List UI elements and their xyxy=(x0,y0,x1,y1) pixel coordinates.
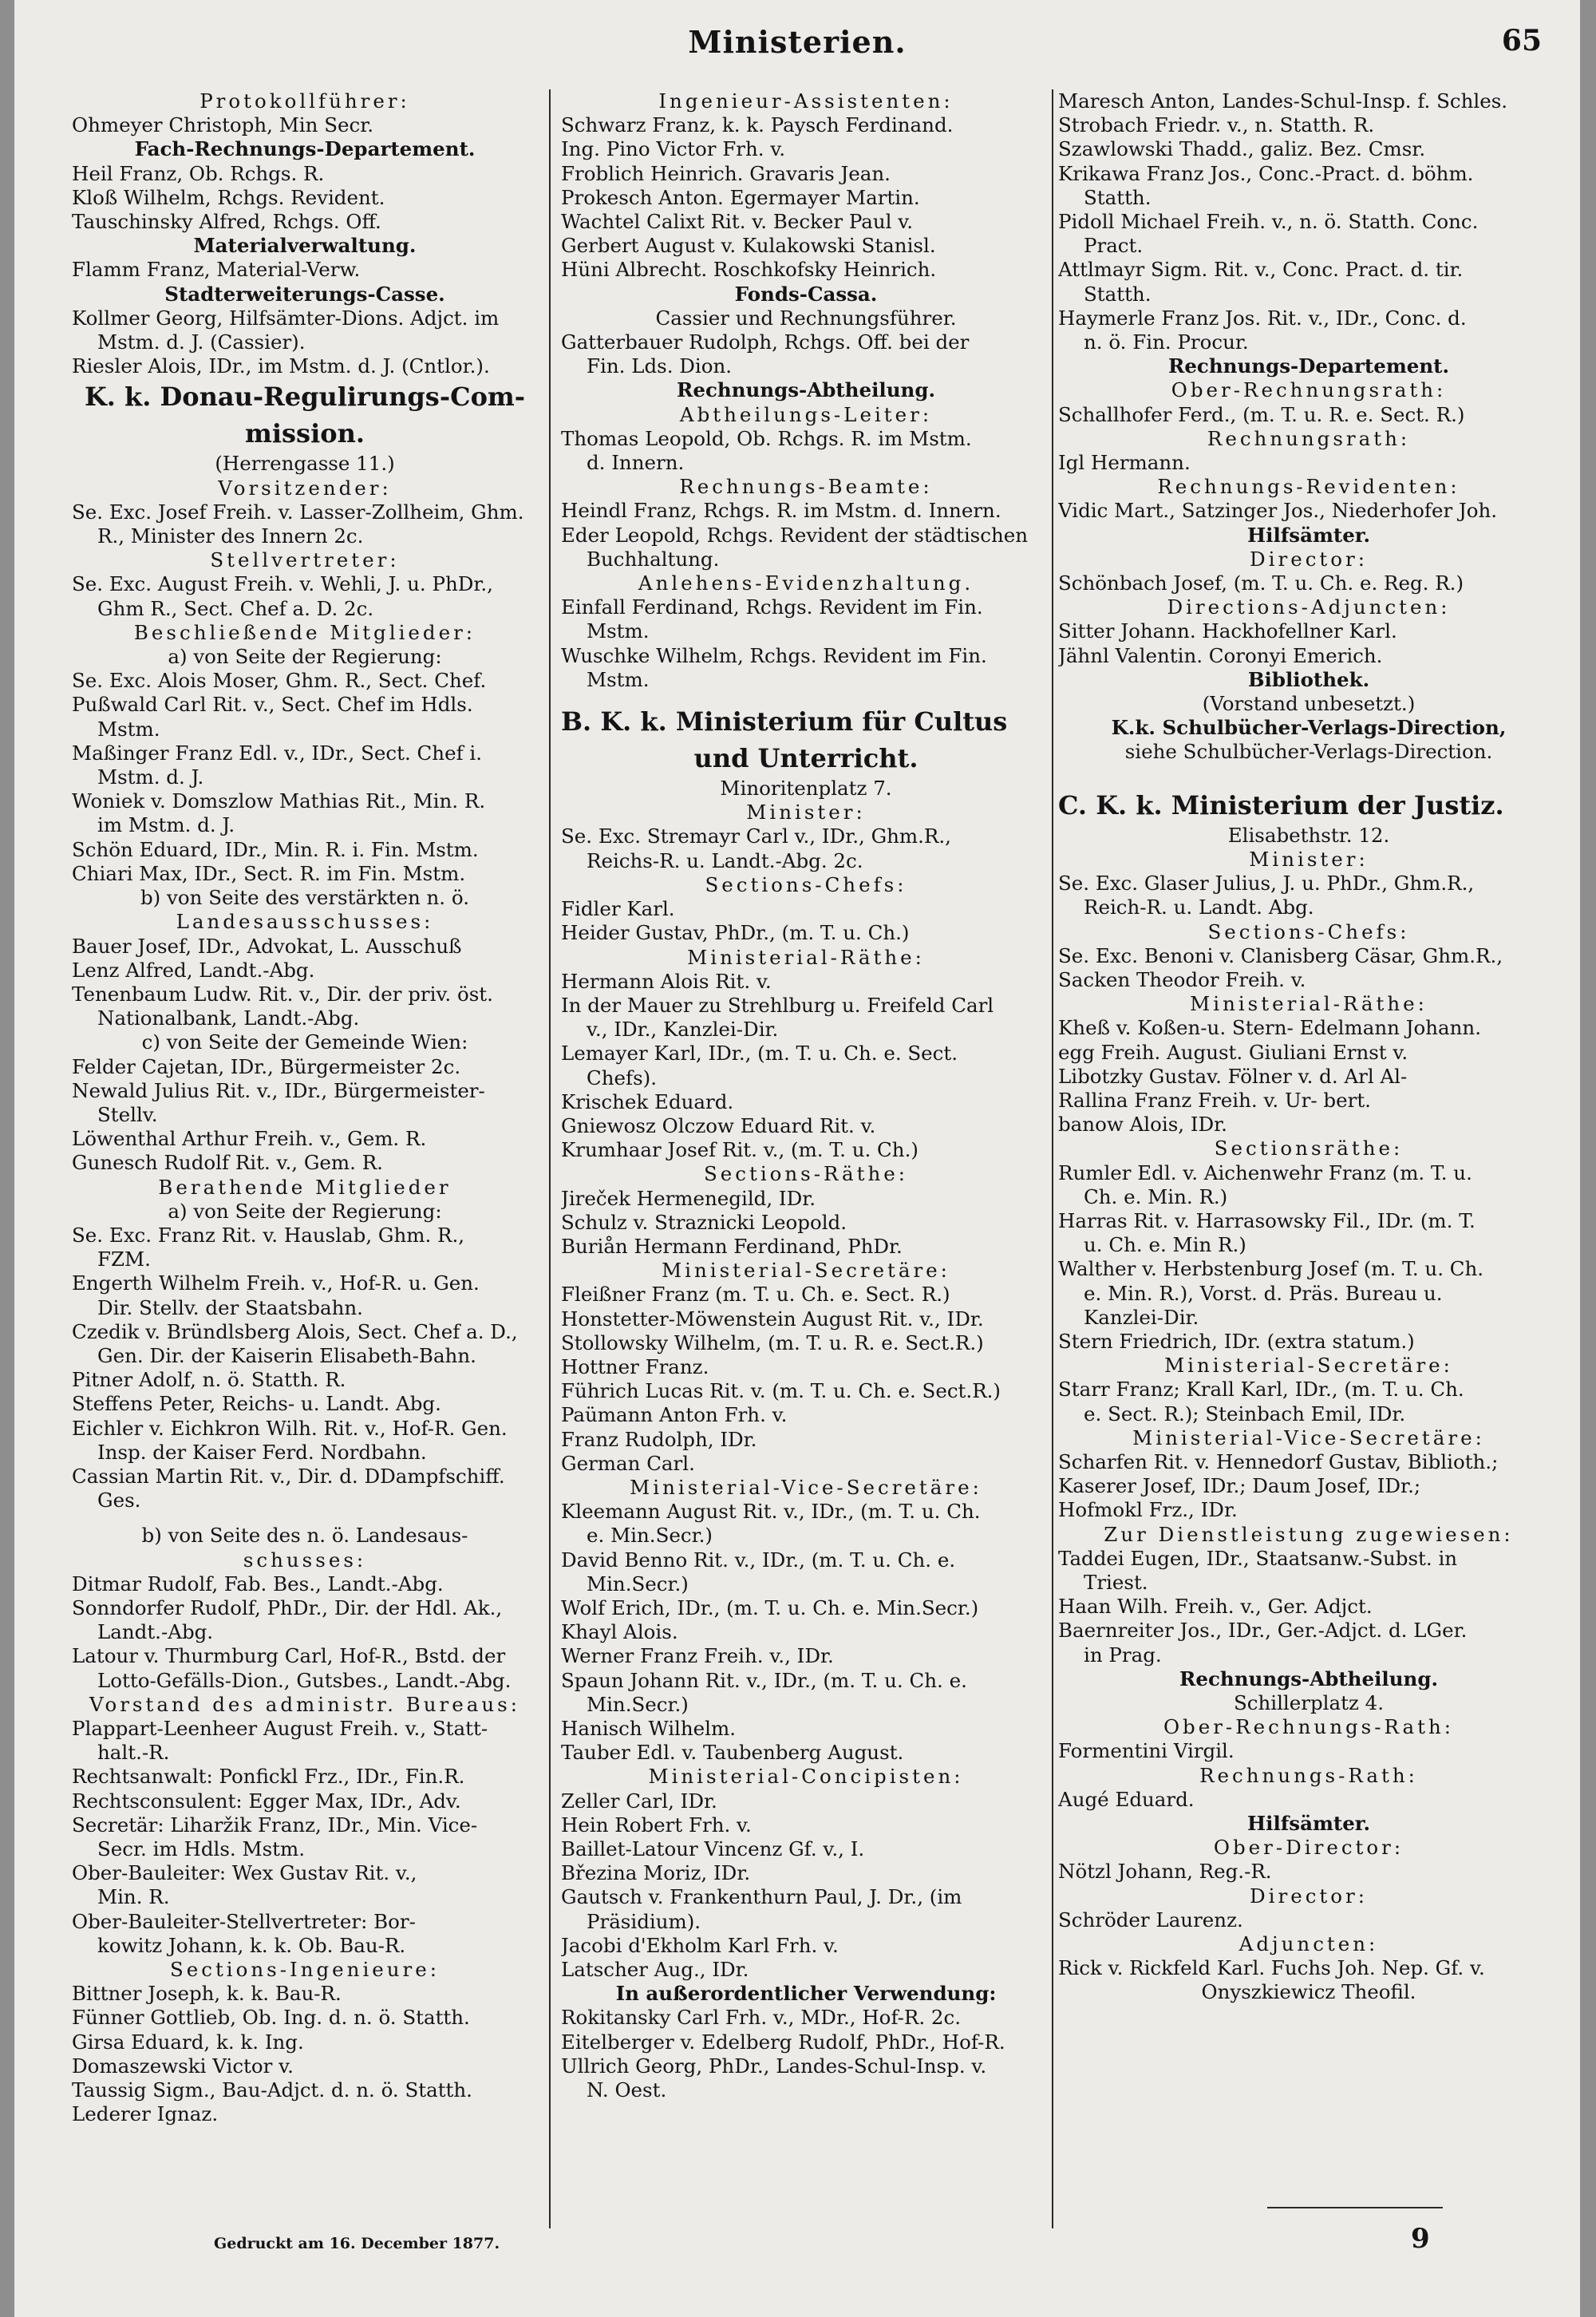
entry-line: halt.-R. xyxy=(97,1741,170,1765)
entry-line: Rechtsconsulent: Egger Max, IDr., Adv. xyxy=(72,1789,461,1813)
entry-line: Haymerle Franz Jos. Rit. v., IDr., Conc. d. xyxy=(1058,306,1467,330)
entry-line: Schönbach Josef, (m. T. u. Ch. e. Reg. R.) xyxy=(1058,571,1464,595)
role-heading: Ministerial-Vice-Secretäre: xyxy=(630,1475,982,1499)
entry-line: Heindl Franz, Rchgs. R. im Mstm. d. Innern. xyxy=(561,499,1001,523)
entry-line: Insp. der Kaiser Ferd. Nordbahn. xyxy=(97,1440,427,1464)
page-title: Ministerien. xyxy=(688,24,907,60)
entry-line: Führich Lucas Rit. v. (m. T. u. Ch. e. Sect.R.) xyxy=(561,1379,1001,1403)
entry-line: Baernreiter Jos., IDr., Ger.-Adjct. d. LGer. xyxy=(1058,1619,1468,1643)
role-heading: Rechnungs-Revidenten: xyxy=(1157,475,1460,499)
spacer xyxy=(561,692,1051,703)
entry-line: Ullrich Georg, PhDr., Landes-Schul-Insp. v. xyxy=(561,2054,987,2078)
entry-line: (Vorstand unbesetzt.) xyxy=(1202,692,1416,716)
role-heading: Vorstand des administr. Bureaus: xyxy=(89,1692,520,1716)
entry-line: Schillerplatz 4. xyxy=(1233,1691,1385,1714)
entry-line: Igl Hermann. xyxy=(1058,451,1191,475)
spacer xyxy=(1058,776,1559,787)
entry-line: n. ö. Fin. Procur. xyxy=(1084,330,1249,354)
entry-line: Newald Julius Rit. v., IDr., Bürgermeister- xyxy=(72,1078,485,1102)
entry-line: Riesler Alois, IDr., im Mstm. d. J. (Cntlor.). xyxy=(72,354,490,378)
entry-line: Gniewosz Olczow Eduard Rit. v. xyxy=(561,1113,876,1137)
signature-mark: 9 xyxy=(1411,2223,1430,2255)
entry-line: Statth. xyxy=(1084,282,1152,306)
entry-line: a) von Seite der Regierung: xyxy=(168,1199,442,1223)
entry-line: Strobach Friedr. v., n. Statth. R. xyxy=(1058,113,1375,137)
entry-line: Fleißner Franz (m. T. u. Ch. e. Sect. R.) xyxy=(561,1283,950,1307)
entry-line: Franz Rudolph, IDr. xyxy=(561,1427,757,1451)
section-heading: In außerordentlicher Verwendung: xyxy=(615,1982,997,2006)
entry-line: egg Freih. August. Giuliani Ernst v. xyxy=(1058,1040,1408,1064)
entry-line: Baillet-Latour Vincenz Gf. v., I. xyxy=(561,1837,865,1861)
entry-line: Se. Exc. August Freih. v. Wehli, J. u. PhDr., xyxy=(72,572,493,596)
entry-line: Latscher Aug., IDr. xyxy=(561,1958,749,1982)
entry-line: in Prag. xyxy=(1084,1643,1162,1667)
entry-line: Schallhofer Ferd., (m. T. u. R. e. Sect. R.) xyxy=(1058,402,1465,426)
entry-line: Rick v. Rickfeld Karl. Fuchs Joh. Nep. Gf. v. xyxy=(1058,1956,1485,1980)
entry-line: b) von Seite des n. ö. Landesaus- xyxy=(141,1524,468,1548)
entry-line: Min. R. xyxy=(97,1885,170,1909)
entry-line: Eichler v. Eichkron Wilh. Rit. v., Hof-R. Gen. xyxy=(72,1416,508,1440)
entry-line: C. K. k. Ministerium der Justiz. xyxy=(1058,789,1504,820)
entry-line: Froblich Heinrich. Gravaris Jean. xyxy=(561,161,891,185)
entry-line: banow Alois, IDr. xyxy=(1058,1113,1227,1137)
entry-line: Starr Franz; Krall Karl, IDr., (m. T. u. Ch. xyxy=(1058,1378,1464,1402)
role-heading: Beschließende Mitglieder: xyxy=(133,620,476,644)
section-heading: und Unterricht. xyxy=(693,743,918,774)
section-heading: mission. xyxy=(245,418,365,449)
entry-line: Schröder Laurenz. xyxy=(1058,1908,1243,1931)
page-header xyxy=(14,24,1580,64)
entry-line: Gunesch Rudolf Rit. v., Gem. R. xyxy=(72,1151,383,1175)
entry-line: Se. Exc. Josef Freih. v. Lasser-Zollheim, Ghm. xyxy=(72,500,524,524)
entry-line: Rechtsanwalt: Ponfickl Frz., IDr., Fin.R. xyxy=(72,1765,465,1789)
entry-line: Pitner Adolf, n. ö. Statth. R. xyxy=(72,1368,346,1392)
column-divider xyxy=(549,89,551,2228)
entry-line: Mstm. d. J. xyxy=(97,765,204,789)
entry-line: Czedik v. Bründlsberg Alois, Sect. Chef a. D., xyxy=(72,1319,518,1343)
signature-rule xyxy=(1267,2207,1443,2208)
entry-line: Paümann Anton Frh. v. xyxy=(561,1403,788,1427)
entry-line: Se. Exc. Franz Rit. v. Hauslab, Ghm. R., xyxy=(72,1223,465,1247)
entry-line: e. Sect. R.); Steinbach Emil, IDr. xyxy=(1084,1402,1406,1425)
role-heading: Sectionsräthe: xyxy=(1214,1137,1404,1160)
entry-line: Scharfen Rit. v. Hennedorf Gustav, Biblioth.; xyxy=(1058,1449,1499,1473)
section-heading: K.k. Schulbücher-Verlags-Direction, xyxy=(1111,716,1507,740)
entry-line: Ohmeyer Christoph, Min Secr. xyxy=(72,113,374,137)
column-middle xyxy=(561,89,1051,2220)
entry-line: Harras Rit. v. Harrasowsky Fil., IDr. (m. T. xyxy=(1058,1208,1476,1232)
entry-line: Löwenthal Arthur Freih. v., Gem. R. xyxy=(72,1127,427,1151)
column-divider xyxy=(1052,89,1053,2228)
entry-line: Mstm. xyxy=(587,667,650,691)
document-page xyxy=(14,0,1580,2317)
role-heading: Minister: xyxy=(746,801,866,824)
entry-line: Wachtel Calixt Rit. v. Becker Paul v. xyxy=(561,210,913,234)
entry-line: N. Oest. xyxy=(587,2078,667,2102)
entry-line: Statth. xyxy=(1084,185,1152,209)
entry-line: Nationalbank, Landt.-Abg. xyxy=(97,1006,360,1030)
entry-line: Min.Secr.) xyxy=(587,1692,689,1716)
entry-line: Secretär: Liharžik Franz, IDr., Min. Vice- xyxy=(72,1813,478,1837)
section-heading: K. k. Donau-Regulirungs-Com- xyxy=(84,382,526,413)
entry-line: Einfall Ferdinand, Rchgs. Revident im Fin. xyxy=(561,595,983,619)
entry-line: u. Ch. e. Min R.) xyxy=(1084,1233,1246,1257)
entry-line: kowitz Johann, k. k. Ob. Bau-R. xyxy=(97,1933,406,1957)
entry-line: David Benno Rit. v., IDr., (m. T. u. Ch. e. xyxy=(561,1548,956,1572)
entry-line: German Carl. xyxy=(561,1451,695,1475)
entry-line: Heil Franz, Ob. Rchgs. R. xyxy=(72,161,325,185)
entry-line: Tenenbaum Ludw. Rit. v., Dir. der priv. öst. xyxy=(72,982,493,1006)
entry-line: Ing. Pino Victor Frh. v. xyxy=(561,137,786,161)
entry-line: Pußwald Carl Rit. v., Sect. Chef im Hdls. xyxy=(72,693,473,717)
entry-line: Zeller Carl, IDr. xyxy=(561,1789,717,1813)
entry-line: Maresch Anton, Landes-Schul-Insp. f. Schles. xyxy=(1058,89,1508,113)
print-date-note: Gedruckt am 16. December 1877. xyxy=(214,2235,500,2252)
entry-line: Kheß v. Koßen-u. Stern- Edelmann Johann. xyxy=(1058,1016,1481,1040)
entry-line: Woniek v. Domszlow Mathias Rit., Min. R. xyxy=(72,789,486,813)
entry-line: (Herrengasse 11.) xyxy=(215,452,395,476)
entry-line: Hanisch Wilhelm. xyxy=(561,1717,737,1740)
entry-line: Chefs). xyxy=(587,1066,658,1089)
section-heading: Hilfsämter. xyxy=(1247,1812,1370,1836)
role-heading: Ministerial-Räthe: xyxy=(1190,992,1428,1016)
entry-line: Werner Franz Freih. v., IDr. xyxy=(561,1644,834,1668)
entry-line: Ober-Bauleiter-Stellvertreter: Bor- xyxy=(72,1909,416,1933)
entry-line: Landt.-Abg. xyxy=(97,1620,214,1644)
entry-line: B. K. k. Ministerium für Cultus xyxy=(561,706,1008,737)
entry-line: Ges. xyxy=(97,1489,141,1512)
entry-line: Krischek Eduard. xyxy=(561,1089,734,1113)
entry-line: Szawlowski Thadd., galiz. Bez. Cmsr. xyxy=(1058,137,1426,161)
role-heading: schusses: xyxy=(243,1548,367,1572)
column-right xyxy=(1058,89,1559,2220)
entry-line: b) von Seite des verstärkten n. ö. xyxy=(140,886,469,910)
entry-line: Schwarz Franz, k. k. Paysch Ferdinand. xyxy=(561,113,954,137)
entry-line: FZM. xyxy=(97,1247,151,1271)
entry-line: Buriån Hermann Ferdinand, PhDr. xyxy=(561,1234,903,1258)
entry-line: Spaun Johann Rit. v., IDr., (m. T. u. Ch. e. xyxy=(561,1668,967,1692)
entry-line: Bittner Joseph, k. k. Bau-R. xyxy=(72,1982,342,2006)
entry-line: Girsa Eduard, k. k. Ing. xyxy=(72,2030,304,2054)
role-heading: Ober-Director: xyxy=(1213,1836,1404,1860)
entry-line: Lemayer Karl, IDr., (m. T. u. Ch. e. Sect. xyxy=(561,1042,958,1066)
entry-line: Hein Robert Frh. v. xyxy=(561,1813,752,1837)
entry-line: Schön Eduard, IDr., Min. R. i. Fin. Mstm. xyxy=(72,837,479,861)
entry-line: Rokitansky Carl Frh. v., MDr., Hof-R. 2c. xyxy=(561,2006,962,2030)
spacer xyxy=(72,1512,538,1524)
role-heading: Directions-Adjuncten: xyxy=(1167,595,1451,619)
role-heading: Protokollführer: xyxy=(200,89,410,113)
entry-line: Plappart-Leenheer August Freih. v., Statt- xyxy=(72,1717,488,1740)
entry-line: In der Mauer zu Strehlburg u. Freifeld Carl xyxy=(561,993,994,1017)
entry-line: Taussig Sigm., Bau-Adjct. d. n. ö. Statth. xyxy=(72,2078,472,2102)
role-heading: Sections-Chefs: xyxy=(1207,919,1410,943)
entry-line: Maßinger Franz Edl. v., IDr., Sect. Chef i. xyxy=(72,741,483,765)
entry-line: v., IDr., Kanzlei-Dir. xyxy=(587,1018,779,1042)
entry-line: Sitter Johann. Hackhofellner Karl. xyxy=(1058,619,1397,643)
entry-line: Latour v. Thurmburg Carl, Hof-R., Bstd. der xyxy=(72,1644,506,1668)
entry-line: Jacobi d'Ekholm Karl Frh. v. xyxy=(561,1933,839,1957)
entry-line: Libotzky Gustav. Fölner v. d. Arl Al- xyxy=(1058,1064,1408,1088)
section-heading: Rechnungs-Abtheilung. xyxy=(1179,1667,1438,1690)
role-heading: Vorsitzender: xyxy=(218,476,392,500)
role-heading: Landesausschusses: xyxy=(176,910,434,934)
section-heading: Rechnungs-Departement. xyxy=(1167,354,1450,378)
entry-line: Khayl Alois. xyxy=(561,1620,678,1644)
role-heading: Ministerial-Secretäre: xyxy=(662,1259,950,1283)
role-heading: Rechnungsrath: xyxy=(1207,426,1411,450)
role-heading: Sections-Ingenieure: xyxy=(169,1958,440,1982)
entry-line: Hermann Alois Rit. v. xyxy=(561,969,772,993)
entry-line: Stern Friedrich, IDr. (extra statum.) xyxy=(1058,1329,1415,1353)
role-heading: Sections-Räthe: xyxy=(703,1162,909,1186)
entry-line: Engerth Wilhelm Freih. v., Hof-R. u. Gen. xyxy=(72,1271,480,1295)
entry-line: Fidler Karl. xyxy=(561,897,675,921)
entry-line: Elisabethstr. 12. xyxy=(1227,823,1390,847)
entry-line: Vidic Mart., Satzinger Jos., Niederhofer Joh. xyxy=(1058,499,1498,523)
entry-line: Gen. Dir. der Kaiserin Elisabeth-Bahn. xyxy=(97,1343,476,1367)
entry-line: Mstm. xyxy=(587,619,650,643)
entry-line: Kloß Wilhelm, Rchgs. Revident. xyxy=(72,185,385,209)
entry-line: Tauschinsky Alfred, Rchgs. Off. xyxy=(72,210,381,234)
entry-line: a) von Seite der Regierung: xyxy=(168,645,442,669)
entry-line: Gatterbauer Rudolph, Rchgs. Off. bei der xyxy=(561,330,970,354)
role-heading: Zur Dienstleistung zugewiesen: xyxy=(1104,1522,1514,1546)
entry-line: Prokesch Anton. Egermayer Martin. xyxy=(561,185,920,209)
column-left xyxy=(72,89,538,2220)
entry-line: Präsidium). xyxy=(587,1909,701,1933)
entry-line: Hottner Franz. xyxy=(561,1354,709,1378)
section-heading: Fonds-Cassa. xyxy=(734,282,878,306)
role-heading: Adjuncten: xyxy=(1238,1932,1379,1956)
entry-line: Lotto-Gefälls-Dion., Gutsbes., Landt.-Abg. xyxy=(97,1668,512,1692)
entry-line: Triest. xyxy=(1084,1570,1148,1594)
entry-line: Se. Exc. Stremayr Carl v., IDr., Ghm.R., xyxy=(561,824,951,848)
role-heading: Ingenieur-Assistenten: xyxy=(658,89,954,113)
entry-line: Taddei Eugen, IDr., Staatsanw.-Subst. in xyxy=(1058,1546,1458,1570)
entry-line: Buchhaltung. xyxy=(587,547,720,571)
entry-line: Nötzl Johann, Reg.-R. xyxy=(1058,1860,1272,1884)
entry-line: Pract. xyxy=(1084,234,1144,258)
entry-line: Steffens Peter, Reichs- u. Landt. Abg. xyxy=(72,1392,441,1416)
entry-line: Secr. im Hdls. Mstm. xyxy=(97,1837,306,1861)
entry-line: Kleemann August Rit. v., IDr., (m. T. u. Ch. xyxy=(561,1500,981,1524)
entry-line: Wuschke Wilhelm, Rchgs. Revident im Fin. xyxy=(561,643,987,667)
entry-line: Eitelberger v. Edelberg Rudolf, PhDr., Hof-R. xyxy=(561,2030,1005,2054)
entry-line: Wolf Erich, IDr., (m. T. u. Ch. e. Min.Secr.) xyxy=(561,1595,979,1619)
entry-line: Lederer Ignaz. xyxy=(72,2102,219,2126)
entry-line: Walther v. Herbstenburg Josef (m. T. u. Ch. xyxy=(1058,1257,1484,1281)
entry-line: Se. Exc. Alois Moser, Ghm. R., Sect. Chef. xyxy=(72,669,487,693)
entry-line: Jähnl Valentin. Coronyi Emerich. xyxy=(1058,643,1383,667)
entry-line: Sonndorfer Rudolf, PhDr., Dir. der Hdl. Ak., xyxy=(72,1595,503,1619)
entry-line: Sacken Theodor Freih. v. xyxy=(1058,967,1306,991)
entry-line: Ch. e. Min. R.) xyxy=(1084,1184,1228,1208)
entry-line: Rallina Franz Freih. v. Ur- bert. xyxy=(1058,1088,1371,1112)
entry-line: Reich-R. u. Landt. Abg. xyxy=(1084,896,1314,919)
section-heading: Rechnungs-Abtheilung. xyxy=(677,378,935,402)
entry-line: Cassier und Rechnungsführer. xyxy=(655,306,957,330)
entry-line: Ditmar Rudolf, Fab. Bes., Landt.-Abg. xyxy=(72,1572,444,1595)
entry-line: Jireček Hermenegild, IDr. xyxy=(561,1186,816,1210)
section-heading: Bibliothek. xyxy=(1247,667,1370,691)
entry-line: Stellv. xyxy=(97,1102,158,1126)
role-heading: Minister: xyxy=(1249,847,1369,871)
entry-line: Fin. Lds. Dion. xyxy=(587,354,733,378)
role-heading: Anlehens-Evidenzhaltung. xyxy=(638,571,974,595)
role-heading: Ober-Rechnungsrath: xyxy=(1171,378,1447,402)
entry-line: Domaszewski Victor v. xyxy=(72,2054,294,2078)
role-heading: Ministerial-Concipisten: xyxy=(648,1765,964,1789)
entry-line: e. Min. R.), Vorst. d. Präs. Bureau u. xyxy=(1084,1281,1443,1305)
entry-line: Fünner Gottlieb, Ob. Ing. d. n. ö. Statth. xyxy=(72,2006,470,2030)
role-heading: Stellvertreter: xyxy=(210,548,400,572)
entry-line: Březina Moriz, IDr. xyxy=(561,1861,751,1885)
role-heading: Director: xyxy=(1250,1884,1368,1908)
entry-line: Cassian Martin Rit. v., Dir. d. DDampfschiff. xyxy=(72,1464,505,1488)
entry-line: Kaserer Josef, IDr.; Daum Josef, IDr.; xyxy=(1058,1474,1421,1498)
role-heading: Rechnungs-Beamte: xyxy=(679,475,933,499)
entry-line: Krumhaar Josef Rit. v., (m. T. u. Ch.) xyxy=(561,1138,918,1162)
entry-line: Thomas Leopold, Ob. Rchgs. R. im Mstm. xyxy=(561,426,972,450)
entry-line: Gautsch v. Frankenthurn Paul, J. Dr., (im xyxy=(561,1885,962,1909)
entry-line: Formentini Virgil. xyxy=(1058,1739,1235,1763)
entry-line: Kollmer Georg, Hilfsämter-Dions. Adjct. im xyxy=(72,306,500,330)
role-heading: Abtheilungs-Leiter: xyxy=(679,402,933,426)
entry-line: Honstetter-Möwenstein August Rit. v., IDr. xyxy=(561,1307,984,1330)
entry-line: Ghm R., Sect. Chef a. D. 2c. xyxy=(97,596,374,620)
entry-line: Rumler Edl. v. Aichenwehr Franz (m. T. u. xyxy=(1058,1160,1472,1184)
entry-line: Pidoll Michael Freih. v., n. ö. Statth. Conc. xyxy=(1058,210,1479,234)
entry-line: Se. Exc. Glaser Julius, J. u. PhDr., Ghm.R., xyxy=(1058,872,1475,896)
role-heading: Sections-Chefs: xyxy=(705,872,907,896)
entry-line: c) von Seite der Gemeinde Wien: xyxy=(141,1030,468,1054)
entry-line: Felder Cajetan, IDr., Bürgermeister 2c. xyxy=(72,1054,461,1078)
entry-line: Onyszkiewicz Theofil. xyxy=(1201,1980,1416,2004)
entry-line: Attlmayr Sigm. Rit. v., Conc. Pract. d. tir. xyxy=(1058,258,1464,282)
entry-line: Bauer Josef, IDr., Advokat, L. Ausschuß xyxy=(72,934,462,958)
spacer xyxy=(1058,765,1559,776)
entry-line: Mstm. d. J. (Cassier). xyxy=(97,330,306,354)
entry-line: Reichs-R. u. Landt.-Abg. 2c. xyxy=(587,848,863,872)
entry-line: Stollowsky Wilhelm, (m. T. u. R. e. Sect.R.) xyxy=(561,1330,984,1354)
entry-line: Se. Exc. Benoni v. Clanisberg Cäsar, Ghm.R., xyxy=(1058,943,1503,967)
entry-line: Heider Gustav, PhDr., (m. T. u. Ch.) xyxy=(561,921,910,945)
page-number: 65 xyxy=(1501,24,1542,57)
section-heading: Materialverwaltung. xyxy=(193,234,417,258)
entry-line: e. Min.Secr.) xyxy=(587,1524,713,1548)
entry-line: siehe Schulbücher-Verlags-Direction. xyxy=(1124,740,1493,764)
entry-line: Haan Wilh. Freih. v., Ger. Adjct. xyxy=(1058,1595,1373,1619)
role-heading: Ministerial-Vice-Secretäre: xyxy=(1132,1425,1485,1449)
entry-line: Flamm Franz, Material-Verw. xyxy=(72,258,361,282)
entry-line: Minoritenplatz 7. xyxy=(720,777,892,801)
role-heading: Ministerial-Räthe: xyxy=(687,945,925,969)
role-heading: Director: xyxy=(1250,547,1368,571)
section-heading: Fach-Rechnungs-Departement. xyxy=(134,137,476,161)
role-heading: Ministerial-Secretäre: xyxy=(1164,1354,1453,1378)
role-heading: Rechnungs-Rath: xyxy=(1199,1763,1418,1787)
entry-line: d. Innern. xyxy=(587,451,685,475)
role-heading: Berathende Mitglieder xyxy=(158,1175,452,1199)
entry-line: Mstm. xyxy=(97,717,160,741)
entry-line: Dir. Stellv. der Staatsbahn. xyxy=(97,1295,363,1319)
entry-line: Schulz v. Straznicki Leopold. xyxy=(561,1210,847,1234)
entry-line: Tauber Edl. v. Taubenberg August. xyxy=(561,1741,904,1765)
entry-line: Augé Eduard. xyxy=(1058,1787,1195,1811)
entry-line: Eder Leopold, Rchgs. Revident der städtischen xyxy=(561,523,1029,547)
entry-line: Gerbert August v. Kulakowski Stanisl. xyxy=(561,234,936,258)
section-heading: Hilfsämter. xyxy=(1247,523,1370,547)
entry-line: Hüni Albrecht. Roschkofsky Heinrich. xyxy=(561,258,937,282)
entry-line: im Mstm. d. J. xyxy=(97,813,235,837)
entry-line: Ober-Bauleiter: Wex Gustav Rit. v., xyxy=(72,1861,417,1885)
role-heading: Ober-Rechnungs-Rath: xyxy=(1163,1715,1455,1739)
entry-line: Lenz Alfred, Landt.-Abg. xyxy=(72,958,315,982)
entry-line: Krikawa Franz Jos., Conc.-Pract. d. böhm. xyxy=(1058,161,1474,185)
entry-line: Chiari Max, IDr., Sect. R. im Fin. Mstm. xyxy=(72,861,466,885)
section-heading: Stadterweiterungs-Casse. xyxy=(164,282,445,306)
entry-line: Kanzlei-Dir. xyxy=(1084,1305,1199,1329)
entry-line: Hofmokl Frz., IDr. xyxy=(1058,1498,1238,1522)
entry-line: Min.Secr.) xyxy=(587,1572,689,1595)
entry-line: R., Minister des Innern 2c. xyxy=(97,524,364,548)
